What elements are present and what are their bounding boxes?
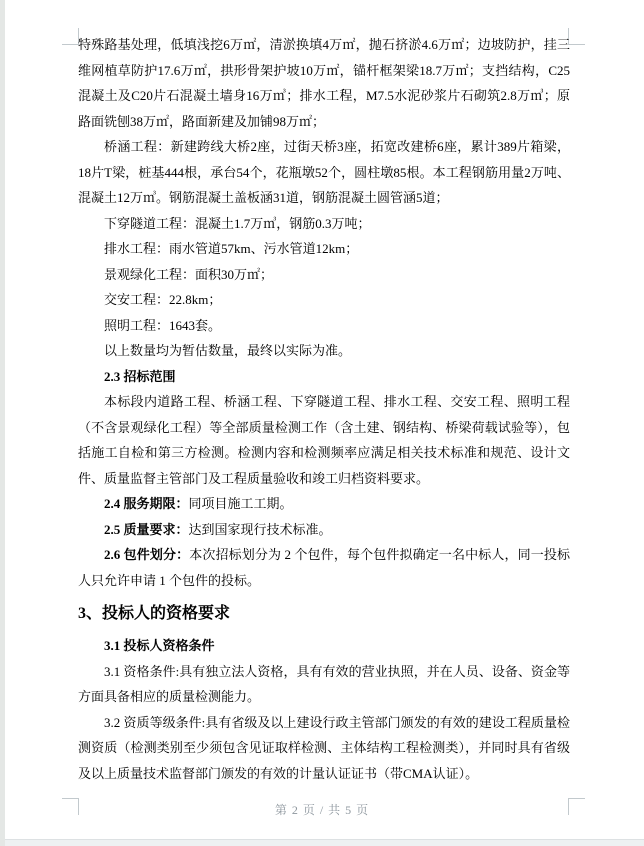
paragraph-3-1-qualification-condition: 3.1 资格条件:具有独立法人资格，具有有效的营业执照，并在人员、设备、资金等方面具备相应的质量检测能力。: [78, 663, 570, 704]
heading-2-3-tender-scope: 2.3 招标范围: [104, 368, 176, 384]
text-package-division: 本次招标划分为 2 个包件，每个包件拟确定一名中标人，同一投标人只允许申请 1 个包件的投标。: [78, 547, 570, 588]
label-quality-requirement: 2.5 质量要求：: [104, 521, 189, 537]
bottom-gutter: [5, 839, 644, 846]
paragraph-drainage: 排水工程：雨水管道57km、污水管道12km；: [104, 241, 359, 256]
heading-3-1-bidder-qualification: 3.1 投标人资格条件: [104, 638, 215, 653]
paragraph-2-6-package-division: [78, 542, 570, 593]
paragraph-2-4-service-period: [78, 491, 570, 517]
heading-3-bidder-requirements: 3、投标人的资格要求: [78, 605, 231, 622]
paragraph-traffic-safety: 交安工程：22.8km；: [104, 292, 222, 307]
text-quality-requirement: 达到国家现行技术标准。: [188, 521, 332, 537]
paragraph-landscape-greening: 景观绿化工程：面积30万㎡；: [104, 266, 274, 282]
paragraph-2-5-quality-requirement: [78, 517, 570, 543]
page-number-indicator: 第 2 页 / 共 5 页: [274, 803, 370, 817]
paragraph-lighting: 照明工程：1643套。: [104, 317, 222, 333]
text-service-period: 同项目施工工期。: [188, 496, 293, 511]
label-package-division: 2.6 包件划分：: [104, 547, 190, 562]
paragraph-tender-scope: 本标段内道路工程、桥涵工程、下穿隧道工程、排水工程、交安工程、照明工程（不含景观绿化工程）等全部质量检测工作（含土建、钢结构、桥梁荷载试验等），包括施工自检和第三方检测。检测内容和检测频率应满足相关技术标准和规范、设计文件、质量监督主管部门及工程质量验收和竣工归档资料要求。: [78, 394, 570, 486]
paragraph-estimate-note: 以上数量均为暂估数量，最终以实际为准。: [104, 343, 352, 358]
paragraph-roadbed-quantities: 特殊路基处理，低填浅挖6万㎡，清淤换填4万㎡，抛石挤淤4.6万㎡；边坡防护，挂三维网植草防护17.6万㎡，拱形骨架护坡10万㎡，锚杆框架梁18.7万㎡；支挡结构，C25混凝土及C20片石混凝土墙身16万㎥；排水工程，M7.5水泥砂浆片石砌筑2.8万㎥；原路面铣刨38万㎡，路面新建及加铺98万㎡；: [78, 37, 570, 129]
margin-crop-mark-top-right: [568, 28, 585, 45]
left-gutter: [0, 0, 5, 846]
paragraph-3-2-grade-condition: 3.2 资质等级条件:具有省级及以上建设行政主管部门颁发的有效的建设工程质量检测资质（检测类别至少须包含见证取样检测、主体结构工程检测类），并同时具有省级及以上质量技术监督部门颁发的有效的计量认证证书（带CMA认证）。: [78, 714, 570, 781]
paragraph-bridge-culvert: 桥涵工程：新建跨线大桥2座，过街天桥3座，拓宽改建桥6座，累计389片箱梁，18片T梁，桩基444根，承台54个，花瓶墩52个，圆柱墩85根。本工程钢筋用量2万吨、混凝土12万㎥。钢筋混凝土盖板涵31道，钢筋混凝土圆管涵5道；: [78, 139, 570, 205]
paragraph-underpass-tunnel: 下穿隧道工程：混凝土1.7万㎥，钢筋0.3万吨；: [104, 215, 371, 231]
margin-crop-mark-top-left: [62, 28, 79, 45]
label-service-period: 2.4 服务期限：: [104, 496, 189, 511]
document-page-content: [78, 32, 570, 786]
